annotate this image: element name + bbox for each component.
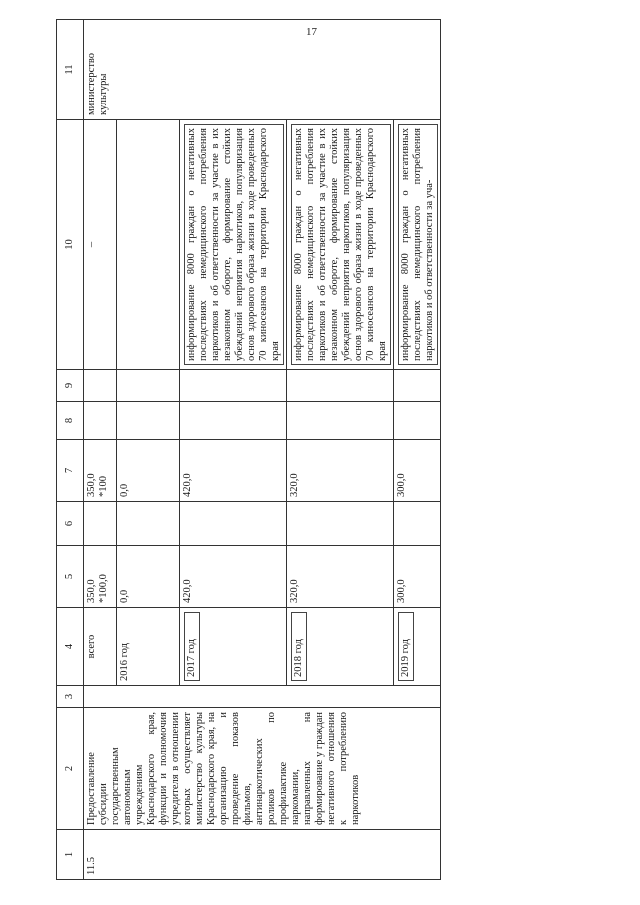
col-number-4: 4: [57, 608, 84, 686]
result-cell: [117, 120, 180, 370]
amount-col5-cell: 0,0: [117, 546, 180, 608]
year-label-cell: [394, 608, 441, 686]
amount-col7-cell: 300,0: [394, 440, 441, 502]
amount-col6-cell: [180, 502, 287, 546]
executor-cell: министерство культуры: [84, 20, 441, 120]
column-number-row: [57, 20, 84, 880]
amount-col9-cell: [117, 370, 180, 402]
amount-col5-cell: 300,0: [394, 546, 441, 608]
amount-col6-cell: [117, 502, 180, 546]
amount-col8-cell: [84, 402, 117, 440]
amount-col5-value: 350,0 *100,0: [86, 574, 109, 603]
amount-col8-cell: [180, 402, 287, 440]
amount-col7-cell: 420,0: [180, 440, 287, 502]
year-label-cell: 2016 год: [117, 608, 180, 686]
year-label: 2017 год: [184, 612, 200, 681]
col-number-11: 11: [57, 20, 84, 120]
page-number: 17: [306, 26, 317, 38]
measure-description-cell: [84, 708, 441, 830]
col-number-6: 6: [57, 502, 84, 546]
amount-col7-value: 350,0 *100: [86, 473, 109, 497]
amount-col8-cell: [394, 402, 441, 440]
col-number-9: 9: [57, 370, 84, 402]
amount-col8-cell: [287, 402, 394, 440]
table-row-total: [84, 20, 117, 880]
amount-col6-cell: [394, 502, 441, 546]
row-number-cell: 11.5: [84, 830, 441, 880]
result-cell: –: [84, 120, 117, 370]
amount-col6-cell: [84, 502, 117, 546]
result-cell: [394, 120, 441, 370]
year-label: 2018 год: [291, 612, 307, 681]
col-number-1: 1: [57, 830, 84, 880]
col-number-5: 5: [57, 546, 84, 608]
col-number-2: 2: [57, 708, 84, 830]
amount-col5-cell: 320,0: [287, 546, 394, 608]
amount-col6-cell: [287, 502, 394, 546]
amount-col7-cell: 0,0: [117, 440, 180, 502]
amount-col7-cell: [84, 440, 117, 502]
result-text: информирование 8000 граждан о негативных последствиях немедицинского потребления наркотиков и об ответственности за участие в их незаконном обороте, формирование стойких убеждений неприятия наркотиков, популяризация основ здорового образа жизни в ходе проведенных 70 киносеансов на территории Краснодарского края: [184, 124, 284, 365]
amount-col9-cell: [394, 370, 441, 402]
year-label-cell: всего: [84, 608, 117, 686]
result-cell: [180, 120, 287, 370]
col-number-7: 7: [57, 440, 84, 502]
measure-description: Предоставление субсидии государственным автономным учреждениям Краснодарского края, функции и полномочия учредителя в отношении которых осуществляет министерство культуры Краснодарского края, на организацию и проведение показов фильмов, антинаркотических роликов по профилактике наркомании, направленных на формирование у граждан негативного отношения к потреблению наркотиков: [86, 712, 361, 825]
amount-col5-cell: 420,0: [180, 546, 287, 608]
amount-col9-cell: [287, 370, 394, 402]
result-text: информирование 8000 граждан о негативных последствиях немедицинского потребления наркотиков и об ответственности за участие в их незаконном обороте, формирование стойких убеждений неприятия наркотиков, популяризация основ здорового образа жизни в ходе проведенных 70 киносеансов на территории Краснодарского края: [291, 124, 391, 365]
year-label-cell: [180, 608, 287, 686]
year-label: 2019 год: [398, 612, 414, 681]
amount-col9-cell: [180, 370, 287, 402]
result-cell: [287, 120, 394, 370]
amount-col9-cell: [84, 370, 117, 402]
col-number-3: 3: [57, 686, 84, 708]
rotated-table-container: [56, 20, 576, 880]
amount-col8-cell: [117, 402, 180, 440]
col-number-8: 8: [57, 402, 84, 440]
amount-col5-cell: [84, 546, 117, 608]
amount-col7-cell: 320,0: [287, 440, 394, 502]
year-label-cell: [287, 608, 394, 686]
program-table: [56, 19, 441, 880]
empty-col3-cell: [84, 686, 441, 708]
result-text: информирование 8000 граждан о негативных последствиях немедицинского потребления наркотиков и об ответственности за уча-: [398, 124, 438, 365]
col-number-10: 10: [57, 120, 84, 370]
